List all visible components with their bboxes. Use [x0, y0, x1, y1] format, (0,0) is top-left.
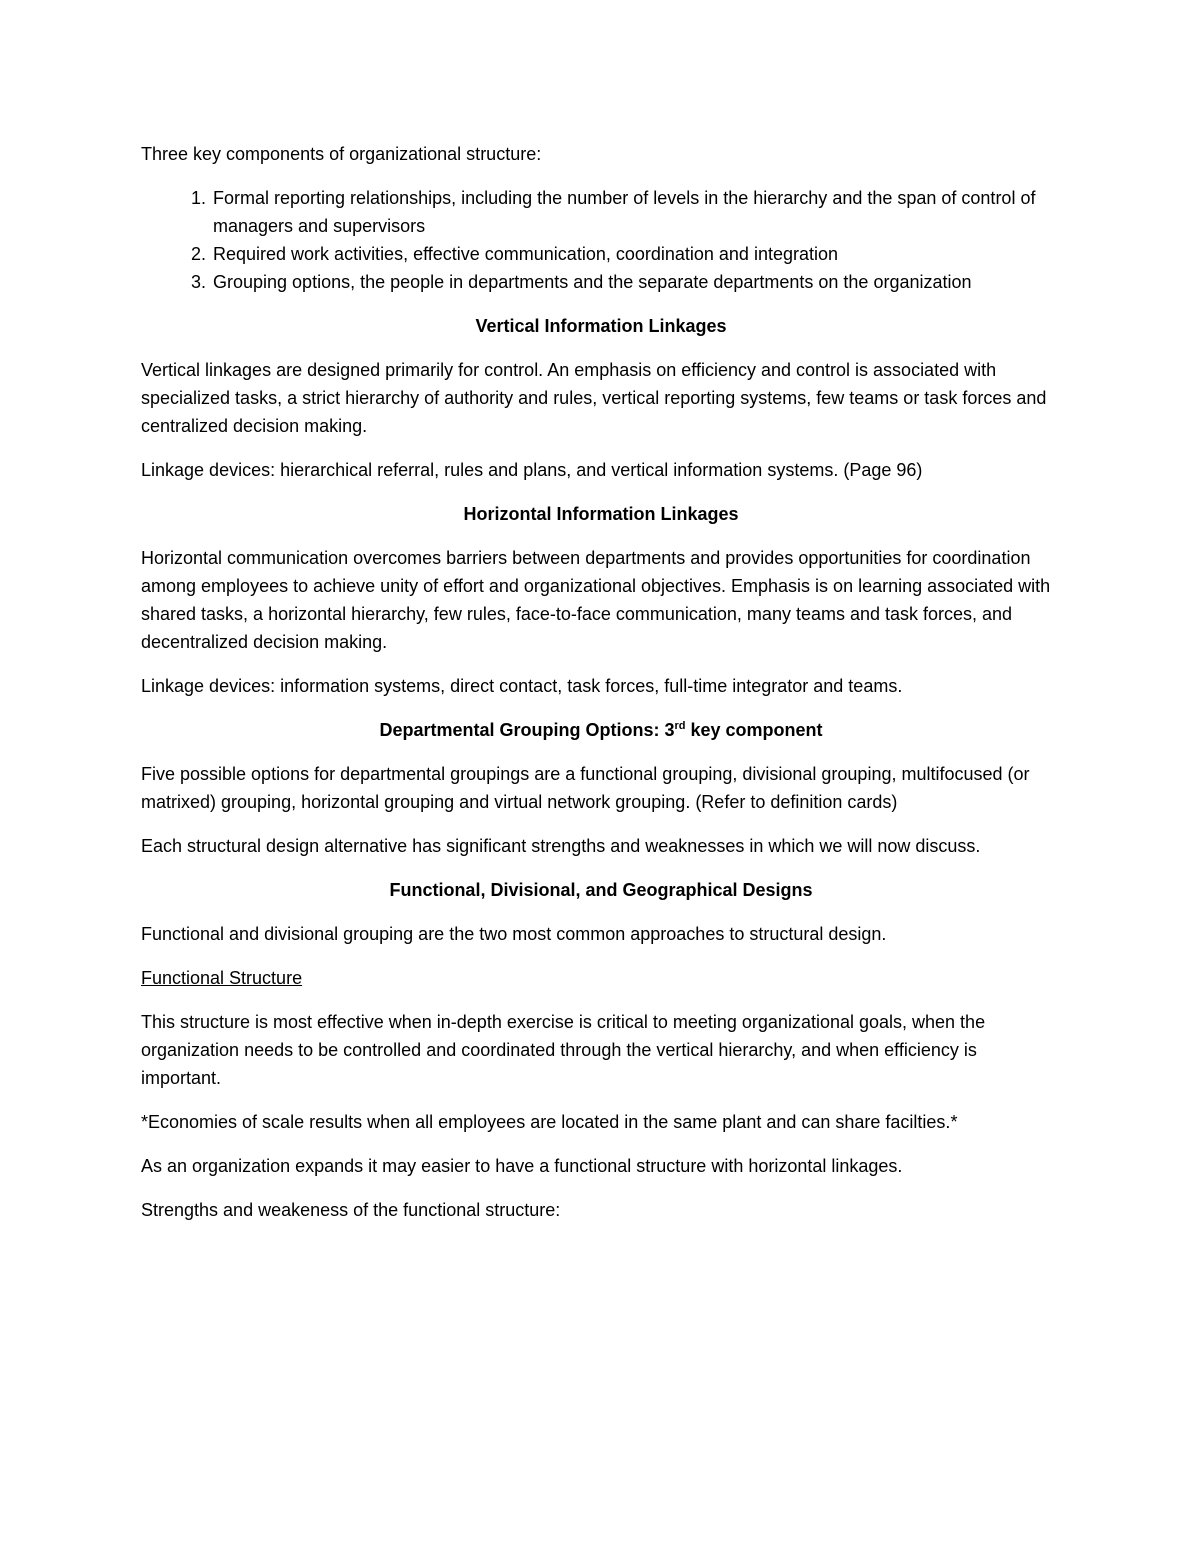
list-item: 2. Required work activities, effective communication, coordination and integration: [211, 240, 1061, 268]
horizontal-devices: Linkage devices: information systems, direct contact, task forces, full-time integrator and teams.: [141, 676, 903, 696]
list-item: 3. Grouping options, the people in departments and the separate departments on the organization: [211, 268, 1061, 296]
grouping-paragraph-2: Each structural design alternative has significant strengths and weaknesses in which we will now discuss.: [141, 836, 981, 856]
functional-subheading: Functional Structure: [141, 968, 303, 988]
vertical-devices: Linkage devices: hierarchical referral, rules and plans, and vertical information systems. (Page 96): [141, 460, 923, 480]
strengths-paragraph: Strengths and weakeness of the functional structure:: [141, 1200, 561, 1220]
document-body: [141, 140, 1061, 1240]
designs-paragraph: Functional and divisional grouping are the two most common approaches to structural design.: [141, 924, 887, 944]
economies-note: *Economies of scale results when all employees are located in the same plant and can share facilties.*: [141, 1112, 958, 1132]
vertical-paragraph: Vertical linkages are designed primarily for control. An emphasis on efficiency and control is associated with specialized tasks, a strict hierarchy of authority and rules, vertical reporting systems, few teams or task forces and centralized decision making.: [141, 360, 1047, 436]
expands-paragraph: As an organization expands it may easier to have a functional structure with horizontal linkages.: [141, 1156, 903, 1176]
horizontal-heading: Horizontal Information Linkages: [463, 504, 739, 524]
grouping-heading-tail: key component: [685, 720, 823, 740]
grouping-paragraph: Five possible options for departmental groupings are a functional grouping, divisional grouping, multifocused (or matrixed) grouping, horizontal grouping and virtual network grouping. (Refer to definition cards): [141, 764, 1030, 812]
functional-paragraph: This structure is most effective when in-depth exercise is critical to meeting organizational goals, when the organization needs to be controlled and coordinated through the vertical hierarchy, and when efficiency is important.: [141, 1012, 986, 1088]
intro-text: Three key components of organizational structure:: [141, 144, 542, 164]
grouping-heading-main: Departmental Grouping Options: 3: [379, 720, 675, 740]
grouping-heading: [141, 716, 1061, 744]
designs-heading: Functional, Divisional, and Geographical Designs: [389, 880, 813, 900]
horizontal-paragraph: Horizontal communication overcomes barriers between departments and provides opportunities for coordination among employees to achieve unity of effort and organizational objectives. Emphasis is on learning associated with shared tasks, a horizontal hierarchy, few rules, face-to-face communication, many teams and task forces, and decentralized decision making.: [141, 548, 1051, 652]
list-item: 1. Formal reporting relationships, including the number of levels in the hierarchy and the span of control of managers and supervisors: [211, 184, 1061, 240]
components-list: [141, 184, 1061, 296]
grouping-heading-sup: rd: [674, 720, 686, 732]
vertical-heading: Vertical Information Linkages: [475, 316, 727, 336]
